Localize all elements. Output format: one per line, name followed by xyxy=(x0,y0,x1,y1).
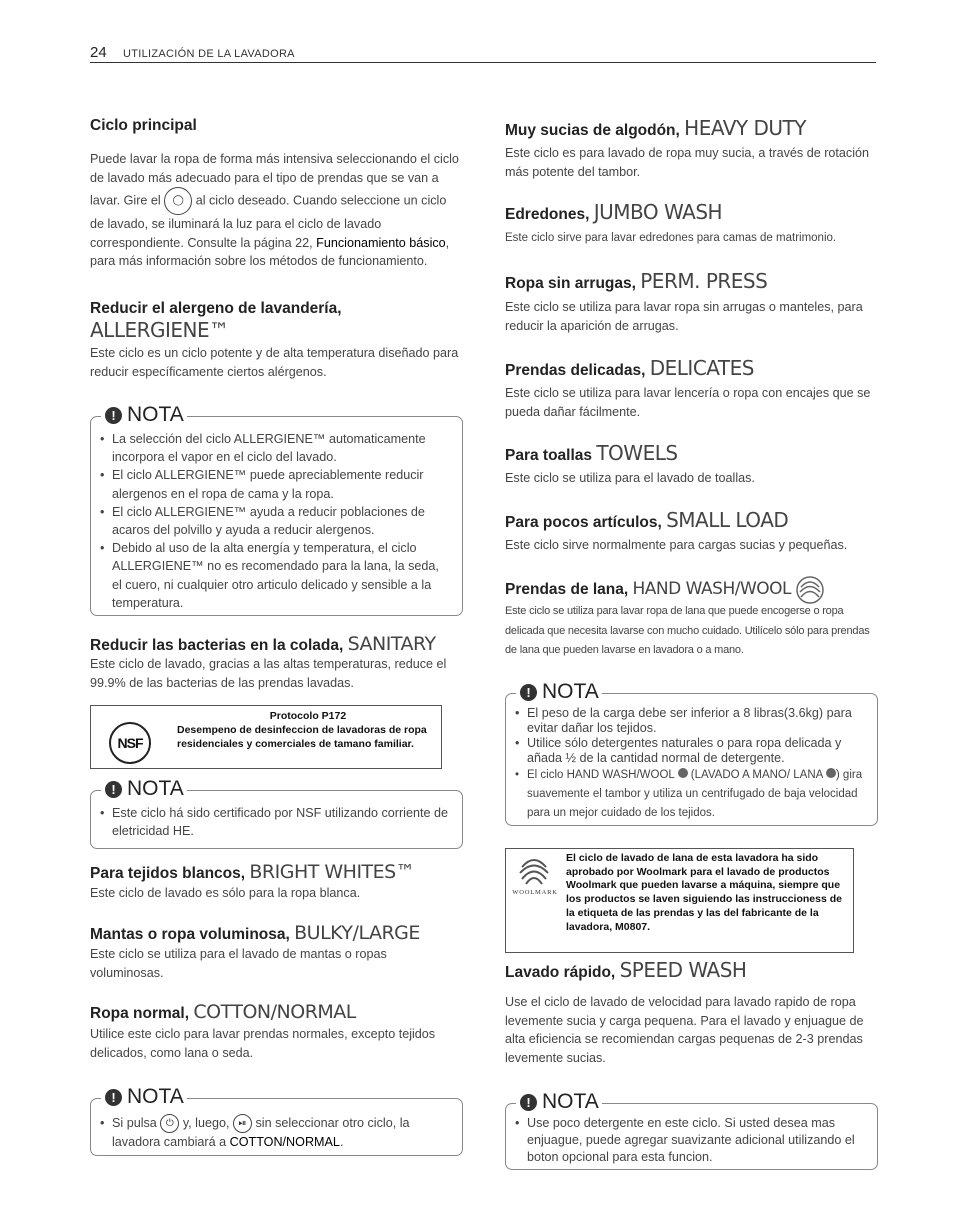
bright-whites-program: BRIGHT WHITES™ xyxy=(249,861,415,883)
nota-item xyxy=(100,1114,452,1151)
exclamation-icon: ! xyxy=(520,1094,537,1111)
page-header xyxy=(90,44,876,63)
perm-press-text: Este ciclo se utiliza para lavar ropa sin arrugas o manteles, para reducir la aparición de arrugas. xyxy=(505,300,863,333)
nota-box-wool xyxy=(505,680,878,826)
small-load-program: SMALL LOAD xyxy=(666,508,789,532)
heavy-duty-heading xyxy=(505,116,806,140)
nota-title xyxy=(516,680,602,704)
delicates-heading-text: Prendas delicadas, xyxy=(505,362,646,379)
nota-title-text: NOTA xyxy=(127,777,184,800)
bright-whites-heading xyxy=(90,861,414,883)
heavy-duty-heading-text: Muy sucias de algodón, xyxy=(505,122,680,139)
wool-heading-text: Prendas de lana, xyxy=(505,581,629,599)
wool-small-icon xyxy=(678,768,688,778)
nota-item: • Debido al uso de la alta energía y temperatura, el ciclo ALLERGIENE™ no es recomendado para la lana, la seda, el cuero, ni cualquier otro articulo delicado y sensible a la temperatura. xyxy=(100,539,452,612)
ciclo-principal-text xyxy=(90,150,462,271)
nota-item: • Este ciclo há sido certificado por NSF utilizando corriente de eletricidad HE. xyxy=(100,804,452,840)
perm-press-heading-text: Ropa sin arrugas, xyxy=(505,275,636,292)
exclamation-icon: ! xyxy=(105,1089,122,1106)
heavy-duty-program: HEAVY DUTY xyxy=(684,116,806,140)
heavy-duty-text: Este ciclo es para lavado de ropa muy sucia, a través de rotación más potente del tambor. xyxy=(505,146,870,179)
nota-title-text: NOTA xyxy=(542,680,599,703)
towels-program: TOWELS xyxy=(596,441,678,465)
nota-item: • Use poco detergente en este ciclo. Si usted desea mas enjuague, puede agregar suavizante adicional utilizando el boton opcional para esta funcion. xyxy=(515,1115,869,1166)
cotton-text: Utilice este ciclo para lavar prendas normales, excepto tejidos delicados, como lana o seda. xyxy=(90,1027,436,1060)
small-load-heading xyxy=(505,508,788,532)
small-load-text: Este ciclo sirve normalmente para cargas sucias y pequeñas. xyxy=(505,538,848,552)
towels-heading xyxy=(505,441,678,465)
delicates-text: Este ciclo se utiliza para lavar lencería o ropa con encajes que se pueda dañar fácilmente. xyxy=(505,386,871,419)
cotton-program: COTTON/NORMAL xyxy=(193,1001,356,1023)
nota-title-text: NOTA xyxy=(127,403,184,426)
nota-item: • El ciclo ALLERGIENE™ puede apreciablemente reducir alergenos en el ropa de cama y la ropa. xyxy=(100,466,452,502)
nota3-t5: lavadora cambiará a xyxy=(112,1135,227,1150)
ciclo-principal-p2b: al ciclo deseado. Cuando seleccione un ciclo de lavado, se iluminará la luz para el ciclo de lavado correspondiente. Consulte la página 22, xyxy=(90,193,447,250)
nota3-t3: sin seleccionar xyxy=(255,1116,339,1130)
nota-title xyxy=(516,1090,602,1114)
wool-small-icon xyxy=(826,768,836,778)
ciclo-principal-p2c: , para más información sobre los métodos de funcionamiento. xyxy=(90,235,450,268)
cotton-heading-text: Ropa normal, xyxy=(90,1005,190,1022)
nota-box-cotton xyxy=(90,1085,463,1156)
nota3-cotton-ref: COTTON/NORMAL xyxy=(229,1135,340,1150)
bulky-heading xyxy=(90,922,420,944)
nota-title xyxy=(101,403,187,427)
nota-item: • Utilice sólo detergentes naturales o para ropa delicada y añada ½ de la cantidad normal de detergente. xyxy=(515,736,869,766)
nota4-i3b: (LAVADO A MANO/ xyxy=(690,769,791,781)
exclamation-icon: ! xyxy=(520,684,537,701)
woolmark-logo-text: WOOLMARK xyxy=(512,889,558,896)
nota4-i3c: LANA xyxy=(793,769,823,781)
allergiene-heading: Reducir el alergeno de lavandería, xyxy=(90,300,342,317)
nota3-t2: y, luego, xyxy=(182,1116,230,1130)
exclamation-icon: ! xyxy=(105,781,122,798)
towels-text: Este ciclo se utiliza para el lavado de toallas. xyxy=(505,471,755,485)
jumbo-heading xyxy=(505,200,722,224)
towels-heading-text: Para toallas xyxy=(505,447,593,464)
bulky-heading-text: Mantas o ropa voluminosa, xyxy=(90,926,290,943)
sanitary-heading-text: Reducir las bacterias en la colada, xyxy=(90,637,344,654)
speed-wash-heading xyxy=(505,958,746,982)
exclamation-icon: ! xyxy=(105,407,122,424)
delicates-program: DELICATES xyxy=(649,356,754,380)
ciclo-principal-heading: Ciclo principal xyxy=(90,117,197,134)
perm-press-program: PERM. PRESS xyxy=(640,269,768,293)
bright-whites-heading-text: Para tejidos blancos, xyxy=(90,865,246,882)
allergiene-text: Este ciclo es un ciclo potente y de alta temperatura diseñado para reducir específicamente ciertos alérgenos. xyxy=(90,346,459,379)
sanitary-text: Este ciclo de lavado, gracias a las altas temperaturas, reduce el 99.9% de las bacterias de las prendas lavadas. xyxy=(90,657,447,690)
bright-whites-text: Este ciclo de lavado es sólo para la ropa blanca. xyxy=(90,886,361,900)
page-header-title: UTILIZACIÓN DE LA LAVADORA xyxy=(123,48,295,60)
nota-item: • El peso de la carga debe ser inferior a 8 libras(3.6kg) para evitar dañar los tejidos. xyxy=(515,706,869,736)
nota-item: • El ciclo ALLERGIENE™ ayuda a reducir poblaciones de acaros del polvillo y ayuda a reducir alergenos. xyxy=(100,503,452,539)
nota-item xyxy=(515,766,869,823)
cycle-dial-icon: ◯ xyxy=(164,187,192,215)
sanitary-heading xyxy=(90,633,436,655)
nota-title-text: NOTA xyxy=(542,1090,599,1113)
jumbo-text: Este ciclo sirve para lavar edredones para camas de matrimonio. xyxy=(505,232,837,244)
page-number: 24 xyxy=(90,44,107,61)
speed-wash-heading-text: Lavado rápido, xyxy=(505,964,616,981)
nsf-box xyxy=(90,705,442,769)
speed-wash-program: SPEED WASH xyxy=(619,958,747,982)
nota-box-nsf xyxy=(90,777,463,849)
allergiene-program: ALLERGIENE™ xyxy=(90,318,229,342)
woolmark-text: El ciclo de lavado de lana de esta lavadora ha sido aprobado por Woolmark para el lavado de productos Woolmark que pueden lavarse a máquina, siempre que los productos se laven siguiendo las instruccioness de la etiqueta de las prendas y las del fabricante de la lavadora, M0807. xyxy=(566,852,842,933)
nota-title-text: NOTA xyxy=(127,1085,184,1108)
woolmark-box xyxy=(505,848,854,953)
ciclo-principal-p1: Puede lavar la ropa de forma más intensiva seleccionando el ciclo de lavado más adecuado para el tipo de prendas que se xyxy=(90,152,459,185)
wool-text: Este ciclo se utiliza para lavar ropa de lana que puede encogerse o ropa delicada que necesita lavarse con mucho cuidado. Utilícelo sólo para prendas de lana que pueden lavarse en lavadora o a mano. xyxy=(505,605,870,656)
bulky-program: BULKY/LARGE xyxy=(294,922,420,944)
wool-program: HAND WASH/WOOL xyxy=(632,579,791,600)
start-pause-button-icon: ⏯ xyxy=(233,1114,252,1133)
jumbo-program: JUMBO WASH xyxy=(593,200,723,224)
power-button-icon: ⏻ xyxy=(160,1114,179,1133)
nota3-t4: otro ciclo, la xyxy=(342,1116,410,1130)
nota-title xyxy=(101,777,187,801)
sanitary-program: SANITARY xyxy=(347,633,436,655)
perm-press-heading xyxy=(505,269,767,293)
wool-icon xyxy=(795,575,825,605)
funcionamiento-basico-ref: Funcionamiento básico xyxy=(316,235,446,250)
nota4-i3d: ) gira suavemente el tambor y utiliza un centrifugado de baja velocidad para un mejor cuidado de los tejidos. xyxy=(527,769,863,819)
nota3-t1: Si pulsa xyxy=(112,1116,157,1130)
jumbo-heading-text: Edredones, xyxy=(505,206,590,223)
delicates-heading xyxy=(505,356,754,380)
small-load-heading-text: Para pocos artículos, xyxy=(505,514,662,531)
wool-heading xyxy=(505,575,825,605)
nota-item: • La selección del ciclo ALLERGIENE™ automaticamente incorpora el vapor en el ciclo del lavado. xyxy=(100,430,452,466)
woolmark-logo-icon xyxy=(516,853,552,887)
nota3-t7: . xyxy=(339,1135,344,1150)
nsf-logo: NSF xyxy=(109,722,151,764)
cotton-heading xyxy=(90,1001,356,1023)
nota4-i3a: El ciclo HAND WASH/WOOL xyxy=(527,769,675,781)
ciclo-principal-p2a: van a lavar. Gire el xyxy=(90,170,439,208)
bulky-text: Este ciclo se utiliza para el lavado de mantas o ropas voluminosas. xyxy=(90,947,387,980)
nota-box-speed xyxy=(505,1090,878,1170)
nsf-description: Desempeno de desinfeccion de lavadoras de ropa residenciales y comerciales de tamano familiar. xyxy=(177,724,427,750)
speed-wash-text: Use el ciclo de lavado de velocidad para lavado rapido de ropa levemente sucia y carga pequena. Para el lavado y enjuague de alta eficiencia se recomiendan cargas pequenas de 2-3 prendas levemente sucias. xyxy=(505,995,864,1065)
nota-box-allergiene xyxy=(90,403,463,616)
nsf-protocol: Protocolo P172 xyxy=(269,710,347,722)
nota-title xyxy=(101,1085,187,1109)
